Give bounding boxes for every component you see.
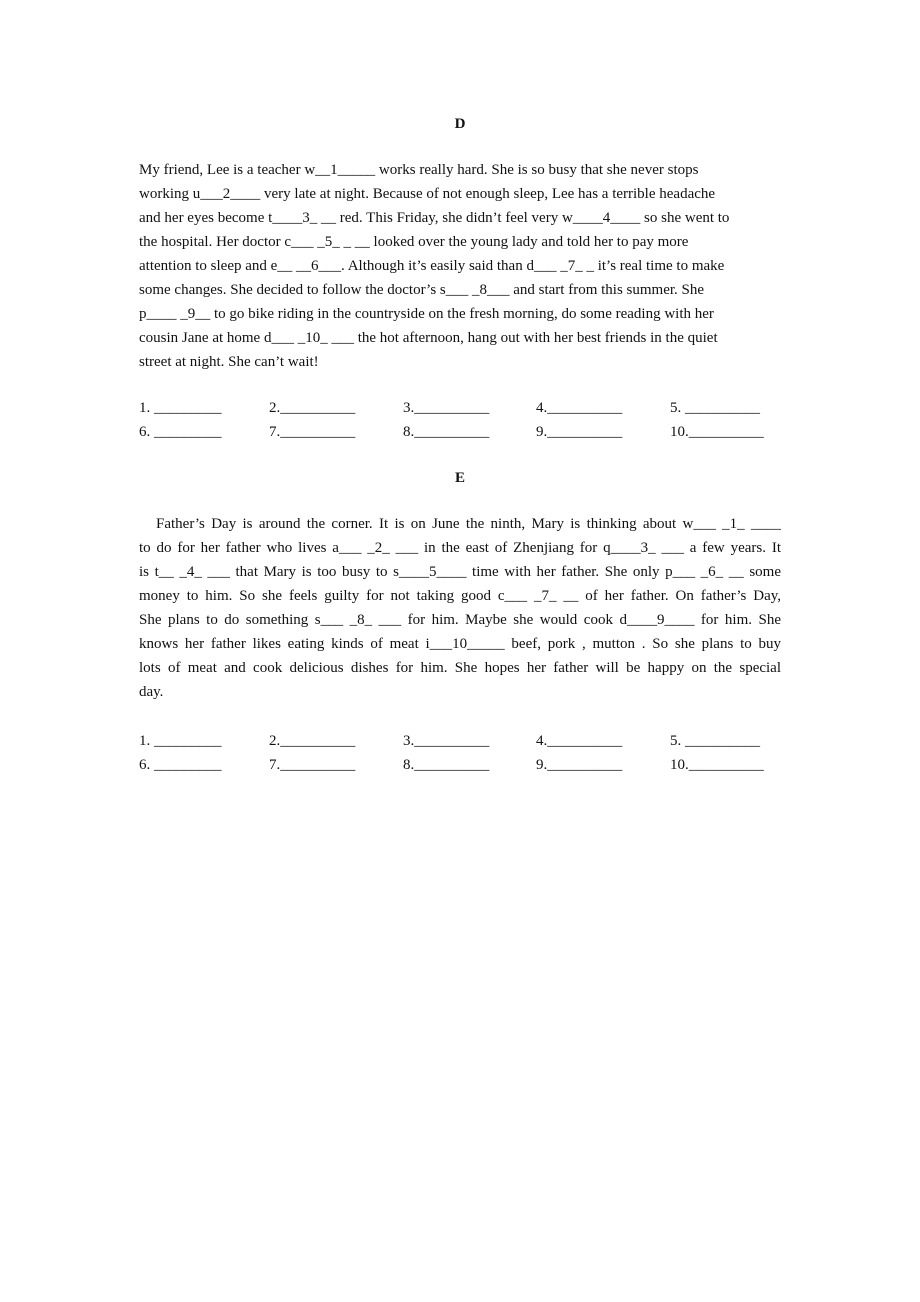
passage-line: is t__ _4_ ___ that Mary is too busy to s____5____ time with her father. She only p___ _6_ __ some [139, 564, 781, 580]
answer-blank[interactable]: 5. __________ [670, 400, 760, 416]
answer-blank[interactable]: 8.__________ [403, 424, 490, 440]
answer-row [139, 420, 799, 444]
passage-line: money to him. So she feels guilty for not taking good c___ _7_ __ of her father. On father’s Day, [139, 588, 781, 604]
answer-blank[interactable]: 6. _________ [139, 424, 222, 440]
answer-blank[interactable]: 5. __________ [670, 733, 760, 749]
answer-blank[interactable]: 1. _________ [139, 733, 222, 749]
section-d-answer-sheet [139, 396, 799, 444]
section-e-passage [139, 512, 781, 704]
answer-blank[interactable]: 8.__________ [403, 757, 490, 773]
passage-line: lots of meat and cook delicious dishes for him. She hopes her father will be happy on the special [139, 660, 781, 676]
answer-blank[interactable]: 3.__________ [403, 733, 490, 749]
answer-blank[interactable]: 3.__________ [403, 400, 490, 416]
answer-row [139, 396, 799, 420]
passage-line: My friend, Lee is a teacher w__1_____ works really hard. She is so busy that she never stops [139, 162, 699, 178]
answer-blank[interactable]: 2.__________ [269, 400, 356, 416]
passage-line: Father’s Day is around the corner. It is on June the ninth, Mary is thinking about w___ _1_ ____ [156, 516, 781, 532]
passage-line: working u___2____ very late at night. Because of not enough sleep, Lee has a terrible headache [139, 186, 716, 202]
answer-blank[interactable]: 4.__________ [536, 733, 623, 749]
passage-line: cousin Jane at home d___ _10_ ___ the hot afternoon, hang out with her best friends in the quiet [139, 330, 718, 346]
answer-blank[interactable]: 7.__________ [269, 757, 356, 773]
section-e-title: E [454, 470, 465, 486]
answer-blank[interactable]: 10.__________ [670, 424, 764, 440]
section-d-passage [139, 158, 781, 374]
passage-line: She plans to do something s___ _8_ ___ for him. Maybe she would cook d____9____ for him. She [139, 612, 781, 628]
passage-line: attention to sleep and e__ __6___. Although it’s easily said than d___ _7_ _ it’s real time to make [139, 258, 725, 274]
passage-line: to do for her father who lives a___ _2_ ___ in the east of Zhenjiang for q____3_ ___ a few years. It [139, 540, 781, 556]
passage-line: knows her father likes eating kinds of meat i___10_____ beef, pork , mutton . So she plans to buy [139, 636, 781, 652]
answer-blank[interactable]: 4.__________ [536, 400, 623, 416]
answer-blank[interactable]: 1. _________ [139, 400, 222, 416]
answer-blank[interactable]: 9.__________ [536, 757, 623, 773]
answer-blank[interactable]: 10.__________ [670, 757, 764, 773]
answer-blank[interactable]: 2.__________ [269, 733, 356, 749]
passage-line: the hospital. Her doctor c___ _5_ _ __ looked over the young lady and told her to pay more [139, 234, 689, 250]
section-d-title: D [454, 116, 466, 132]
answer-row [139, 729, 799, 753]
passage-line: day. [139, 684, 164, 700]
passage-line: and her eyes become t____3_ __ red. This Friday, she didn’t feel very w____4____ so she went to [139, 210, 730, 226]
answer-blank[interactable]: 9.__________ [536, 424, 623, 440]
passage-line: p____ _9__ to go bike riding in the countryside on the fresh morning, do some reading with her [139, 306, 714, 322]
passage-line: some changes. She decided to follow the doctor’s s___ _8___ and start from this summer. She [139, 282, 705, 298]
section-e-answer-sheet [139, 729, 799, 777]
answer-blank[interactable]: 7.__________ [269, 424, 356, 440]
answer-row [139, 753, 799, 777]
answer-blank[interactable]: 6. _________ [139, 757, 222, 773]
passage-line: street at night. She can’t wait! [139, 354, 319, 370]
